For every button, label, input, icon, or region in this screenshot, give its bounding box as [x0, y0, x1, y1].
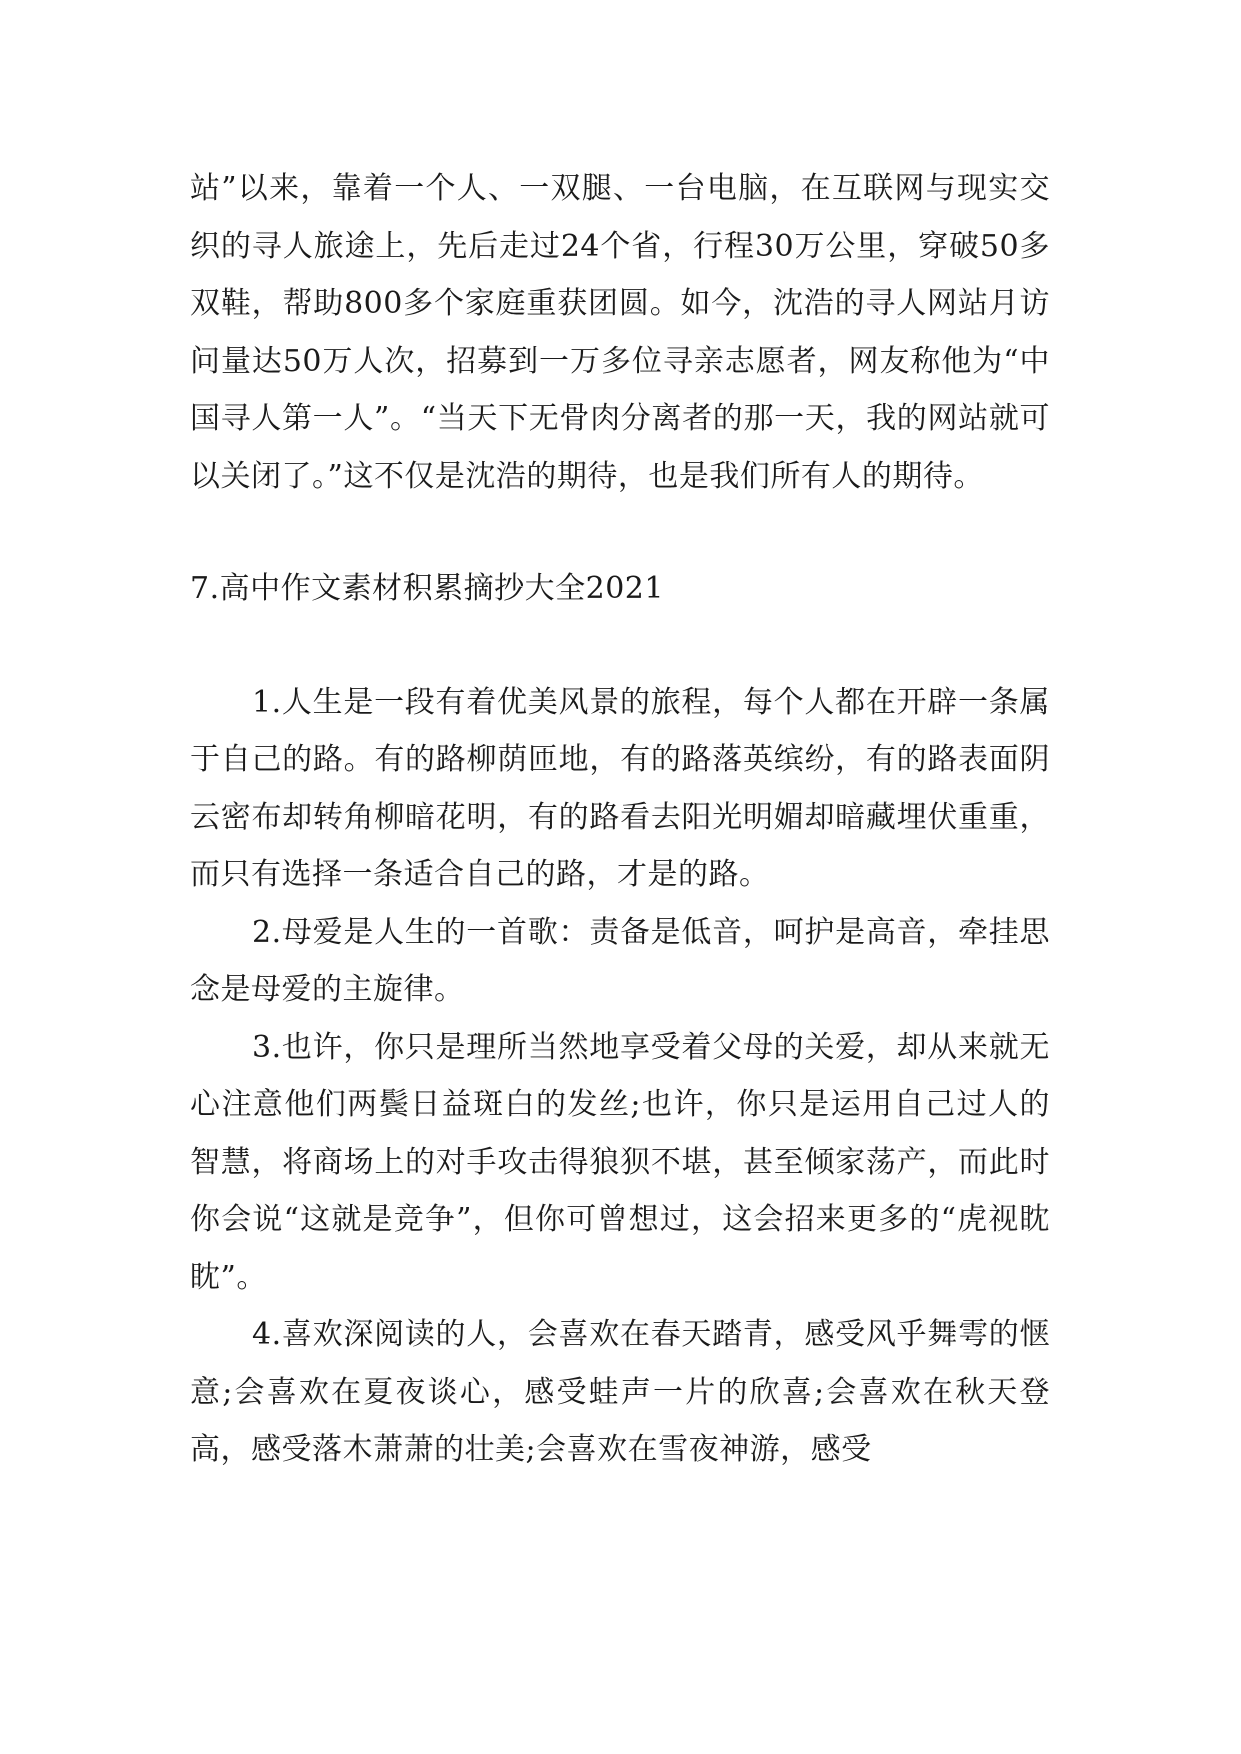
intro-paragraph: 站”以来，靠着一个人、一双腿、一台电脑，在互联网与现实交织的寻人旅途上，先后走过24个省，行程30万公里，穿破50多双鞋，帮助800多个家庭重获团圆。如今，沈浩的寻人网站月访问量达50万人次，招募到一万多位寻亲志愿者，网友称他为“中国寻人第一人”。“当天下无骨肉分离者的那一天，我的网站就可以关闭了。”这不仅是沈浩的期待，也是我们所有人的期待。 — [190, 171, 1050, 494]
list-item: 4.喜欢深阅读的人，会喜欢在春天踏青，感受风乎舞雩的惬意;会喜欢在夏夜谈心，感受蛙声一片的欣喜;会喜欢在秋天登高，感受落木萧萧的壮美;会喜欢在雪夜神游，感受 — [190, 1317, 1050, 1467]
list-item: 2.母爱是人生的一首歌：责备是低音，呵护是高音，牵挂思念是母爱的主旋律。 — [190, 914, 1050, 1007]
section-heading: 7.高中作文素材积累摘抄大全2021 — [190, 571, 664, 606]
spacer — [190, 618, 1050, 674]
list-item: 1.人生是一段有着优美风景的旅程，每个人都在开辟一条属于自己的路。有的路柳荫匝地，有的路落英缤纷，有的路表面阴云密布却转角柳暗花明，有的路看去阳光明媚却暗藏埋伏重重，而只有选择一条适合自己的路，才是的路。 — [190, 684, 1050, 892]
spacer — [190, 505, 1050, 560]
document-body — [190, 160, 1050, 1479]
list-item: 3.也许，你只是理所当然地享受着父母的关爱，却从来就无心注意他们两鬓日益斑白的发丝;也许，你只是运用自己过人的智慧，将商场上的对手攻击得狼狈不堪，甚至倾家荡产，而此时你会说“这就是竞争”，但你可曾想过，这会招来更多的“虎视眈眈”。 — [190, 1029, 1050, 1295]
